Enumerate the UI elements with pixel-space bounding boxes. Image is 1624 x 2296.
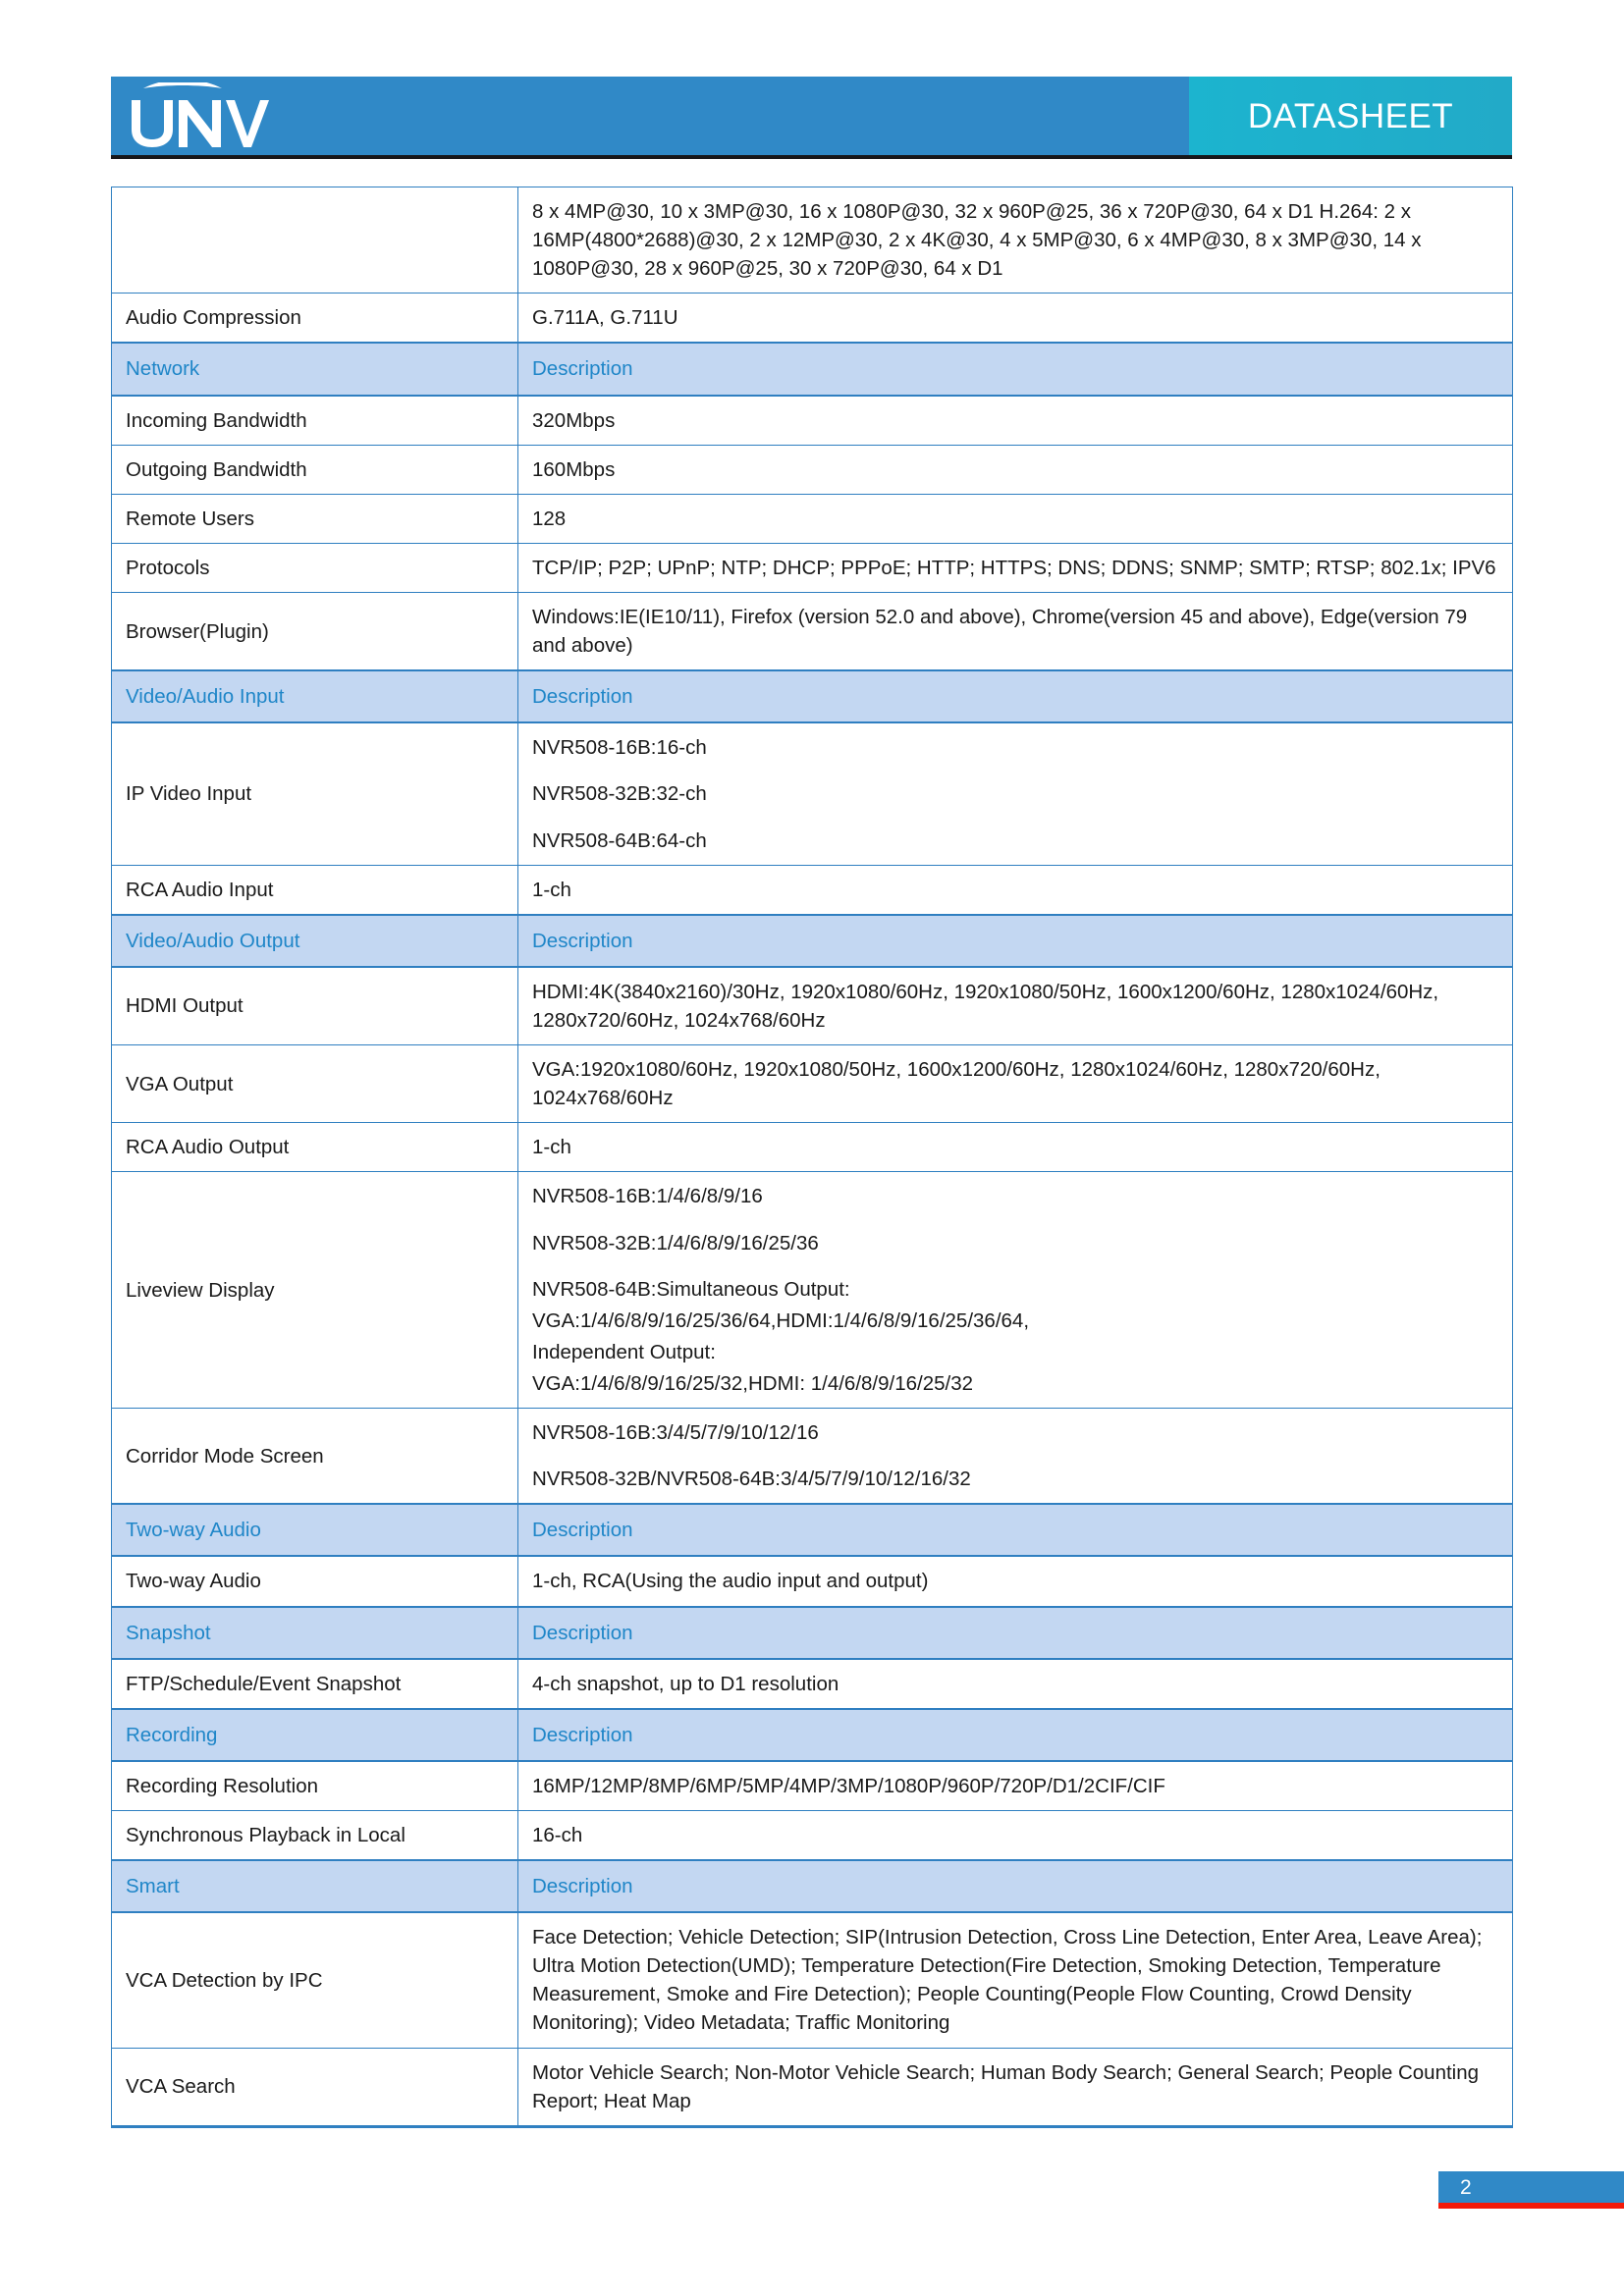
row-value [518,722,1513,865]
row-value-line: 128 [532,507,567,530]
row-value-line: Description [532,357,633,381]
row-value-line: NVR508-32B/NVR508-64B:3/4/5/7/9/10/12/16/32 [532,1468,971,1491]
row-value-line: Description [532,929,633,952]
row-value-lines [532,1923,1498,2037]
row-value-lines [532,1670,1498,1698]
table-section-row [112,343,1513,395]
row-value-line: 16MP/12MP/8MP/6MP/5MP/4MP/3MP/1080P/960P/720P/D1/2CIF/CIF [532,1774,1165,1797]
row-label: Two-way Audio [112,1556,518,1606]
table-row [112,445,1513,494]
table-row [112,1172,1513,1409]
row-value-lines [532,354,1498,383]
page-header [111,77,1512,155]
table-row [112,1912,1513,2048]
row-value-line: NVR508-16B:16-ch [532,736,707,760]
row-value-line: NVR508-32B:1/4/6/8/9/16/25/36 [532,1231,819,1255]
section-description-label [518,343,1513,395]
row-value-line: G.711A, G.711U [532,306,678,330]
row-value [518,396,1513,446]
table-row [112,1123,1513,1172]
section-label: Video/Audio Output [112,915,518,967]
section-label: Snapshot [112,1607,518,1659]
row-label: Corridor Mode Screen [112,1409,518,1505]
specification-table [111,187,1513,2128]
section-description-label [518,915,1513,967]
row-value [518,1123,1513,1172]
row-value-line: 1-ch, RCA(Using the audio input and output) [532,1570,929,1593]
row-value-lines [532,1055,1498,1112]
table-row [112,1409,1513,1505]
row-value-line: 1-ch [532,878,571,901]
row-value-lines [532,1567,1498,1595]
row-value-lines [532,1772,1498,1800]
row-value-line: Description [532,685,633,709]
row-value-line: NVR508-64B:Simultaneous Output: [532,1277,850,1301]
header-brand-band [111,77,1189,155]
row-value-lines [532,505,1498,533]
row-value [518,2048,1513,2126]
row-value-line: 160Mbps [532,457,616,481]
row-value-lines [532,554,1498,582]
row-value [518,967,1513,1045]
row-value-lines [532,303,1498,332]
row-label: Synchronous Playback in Local [112,1810,518,1860]
row-value-line: 8 x 4MP@30, 10 x 3MP@30, 16 x 1080P@30, 32 x 960P@25, 36 x 720P@30, 64 x D1 H.264: 2 x 16MP(4800*2688)@30, 2 x 12MP@30, 2 x 4K@30, 4 x 5MP@30, 6 x 4MP@30, 8 x 3MP@30, 14 x 1080P@30, 28 x 960P@25, 30 x 720P@30, 64 x D1 [532,200,1422,281]
table-row [112,722,1513,865]
row-value-lines [532,2058,1498,2115]
row-value-lines [532,927,1498,955]
table-row [112,294,1513,344]
row-value-lines [532,455,1498,484]
table-row [112,494,1513,543]
table-section-row [112,1709,1513,1761]
row-value [518,494,1513,543]
row-value-lines [532,1133,1498,1161]
footer-red-rule [1438,2203,1624,2209]
section-description-label [518,670,1513,722]
row-value-line: VGA:1/4/6/8/9/16/25/36/64,HDMI:1/4/6/8/9/16/25/36/64, [532,1308,1030,1332]
row-value-line: NVR508-16B:1/4/6/8/9/16 [532,1185,763,1208]
section-description-label [518,1860,1513,1912]
section-label: Recording [112,1709,518,1761]
unv-logo-icon [124,82,271,151]
specification-table-body [112,187,1513,2127]
table-row [112,1659,1513,1709]
row-label: Protocols [112,543,518,592]
row-label: Browser(Plugin) [112,592,518,670]
row-value [518,1172,1513,1409]
row-value-lines [532,1182,1498,1398]
row-value-line: 320Mbps [532,408,616,432]
row-value [518,592,1513,670]
table-section-row [112,1607,1513,1659]
table-section-row [112,1860,1513,1912]
row-value [518,445,1513,494]
table-section-row [112,1504,1513,1556]
row-label: RCA Audio Input [112,865,518,915]
row-label: Audio Compression [112,294,518,344]
row-value [518,1556,1513,1606]
page-number-box [1438,2171,1624,2203]
section-label: Network [112,343,518,395]
row-value [518,543,1513,592]
table-row [112,967,1513,1045]
row-value-line: NVR508-16B:3/4/5/7/9/10/12/16 [532,1421,819,1445]
row-value-line: NVR508-64B:64-ch [532,828,707,852]
table-section-row [112,670,1513,722]
row-label: Incoming Bandwidth [112,396,518,446]
row-value-line: Description [532,1519,633,1542]
row-label: IP Video Input [112,722,518,865]
row-value-lines [532,197,1498,283]
table-row [112,865,1513,915]
table-row [112,1761,1513,1811]
row-value [518,1659,1513,1709]
section-label: Smart [112,1860,518,1912]
row-value-line: Description [532,1875,633,1898]
row-value-lines [532,733,1498,854]
row-value [518,294,1513,344]
row-label [112,187,518,294]
table-section-row [112,915,1513,967]
row-label: Remote Users [112,494,518,543]
row-value [518,1045,1513,1123]
section-label: Two-way Audio [112,1504,518,1556]
row-value-lines [532,876,1498,904]
table-row [112,187,1513,294]
row-value-lines [532,682,1498,711]
row-value-line: VGA:1920x1080/60Hz, 1920x1080/50Hz, 1600x1200/60Hz, 1280x1024/60Hz, 1280x720/60Hz, 1024x768/60Hz [532,1058,1380,1110]
table-row [112,396,1513,446]
row-value-line: NVR508-32B:32-ch [532,782,707,806]
row-value [518,187,1513,294]
row-value-line: Description [532,1723,633,1746]
row-value [518,1912,1513,2048]
datasheet-label: DATASHEET [1247,96,1454,135]
section-description-label [518,1504,1513,1556]
row-value-line: Description [532,1621,633,1644]
row-value-line: 16-ch [532,1823,583,1846]
row-value-line: 1-ch [532,1136,571,1159]
table-row [112,2048,1513,2126]
row-label: VGA Output [112,1045,518,1123]
section-description-label [518,1607,1513,1659]
row-label: RCA Audio Output [112,1123,518,1172]
row-value-line: Motor Vehicle Search; Non-Motor Vehicle Search; Human Body Search; General Search; People Counting Report; Heat Map [532,2060,1480,2112]
row-label: VCA Detection by IPC [112,1912,518,2048]
row-value [518,1409,1513,1505]
row-value [518,1761,1513,1811]
row-value-lines [532,1516,1498,1544]
table-row [112,1556,1513,1606]
table-row [112,592,1513,670]
row-value-line: VGA:1/4/6/8/9/16/25/32,HDMI: 1/4/6/8/9/16/25/32 [532,1371,974,1395]
row-value-line: TCP/IP; P2P; UPnP; NTP; DHCP; PPPoE; HTTP; HTTPS; DNS; DDNS; SNMP; SMTP; RTSP; 802.1x; IPV6 [532,556,1496,579]
page-footer [1438,2171,1624,2209]
row-value-line: Independent Output: [532,1340,716,1363]
row-value-line: Face Detection; Vehicle Detection; SIP(Intrusion Detection, Cross Line Detection, Enter Area, Leave Area); Ultra Motion Detection(UMD); Temperature Detection(Fire Detection, Smoking Detection, Temperature Measurement, Smoke and Fire Detection); People Counting(People Flow Counting, Crowd Density Monitoring); Video Metadata; Traffic Monitoring [532,1926,1483,2035]
row-value [518,1810,1513,1860]
table-row [112,1810,1513,1860]
row-value-lines [532,1418,1498,1493]
row-value-lines [532,1619,1498,1647]
row-value-line: HDMI:4K(3840x2160)/30Hz, 1920x1080/60Hz, 1920x1080/50Hz, 1600x1200/60Hz, 1280x1024/60Hz, 1280x720/60Hz, 1024x768/60Hz [532,980,1439,1032]
row-value-lines [532,406,1498,435]
row-label: FTP/Schedule/Event Snapshot [112,1659,518,1709]
row-label: Liveview Display [112,1172,518,1409]
row-value [518,865,1513,915]
row-value-lines [532,1821,1498,1849]
row-label: Outgoing Bandwidth [112,445,518,494]
row-value-line: 4-ch snapshot, up to D1 resolution [532,1672,839,1695]
datasheet-banner [1189,77,1512,155]
row-label: HDMI Output [112,967,518,1045]
table-row [112,543,1513,592]
section-label: Video/Audio Input [112,670,518,722]
row-value-lines [532,603,1498,660]
row-value-lines [532,1721,1498,1749]
page-number: 2 [1460,2175,1472,2199]
row-value-lines [532,1872,1498,1900]
header-underline-divider [111,155,1512,159]
row-label: Recording Resolution [112,1761,518,1811]
section-description-label [518,1709,1513,1761]
row-value-line: Windows:IE(IE10/11), Firefox (version 52.0 and above), Chrome(version 45 and above), Edge(version 79 and above) [532,605,1468,658]
table-row [112,1045,1513,1123]
row-value-lines [532,978,1498,1035]
row-label: VCA Search [112,2048,518,2126]
